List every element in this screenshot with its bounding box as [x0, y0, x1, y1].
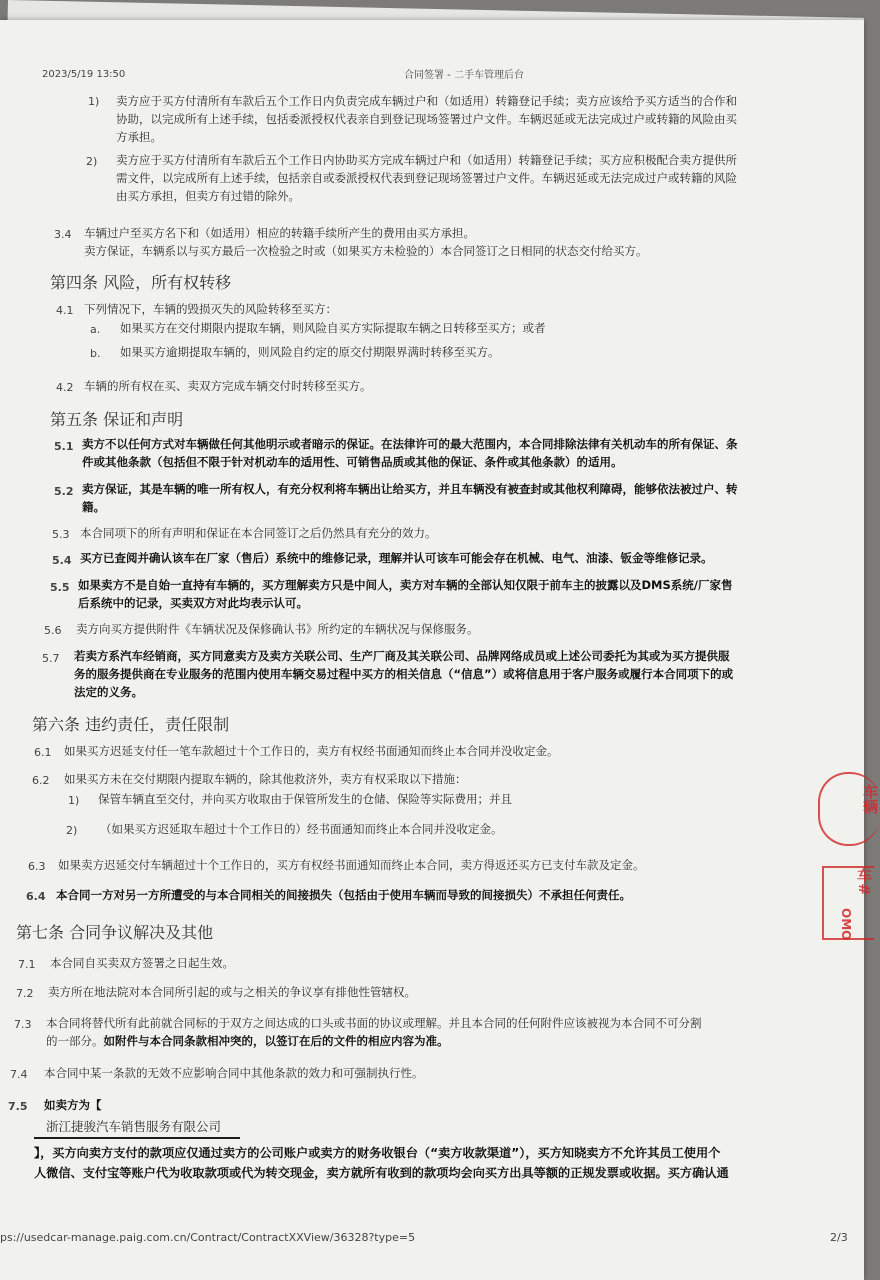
clause-number: 3.4 [54, 228, 72, 241]
page-url: ps://usedcar-manage.paig.com.cn/Contract/ContractXXView/36328?type=5 [0, 1231, 416, 1244]
clause-number: 5.5 [50, 581, 70, 594]
text-line: 车辆的所有权在买、卖双方完成车辆交付时转移至买方。 [84, 379, 372, 393]
clause-number: 5.3 [52, 528, 70, 541]
text-line: 本合同项下的所有声明和保证在本合同签订之后仍然具有充分的效力。 [80, 526, 437, 540]
clause-number: 4.2 [56, 381, 74, 394]
text-line: 如果买方迟延支付任一笔车款超过十个工作日的，卖方有权经书面通知而终止本合同并没收定金。 [64, 744, 559, 758]
clause-number: 6.1 [34, 746, 52, 759]
text-line: 本合同自买卖双方签署之日起生效。 [50, 956, 234, 970]
text-line: 卖方向买方提供附件《车辆状况及保修确认书》所约定的车辆状况与保修服务。 [76, 622, 479, 636]
item-number: 2) [66, 824, 78, 837]
clause-number: 7.5 [8, 1100, 28, 1113]
clause-number: 6.3 [28, 860, 46, 873]
item-number: 2) [86, 155, 98, 168]
clause-number: 5.1 [54, 440, 74, 453]
seal-stamp [832, 908, 856, 948]
clause-number: 6.2 [32, 774, 50, 787]
text-line: 后系统中的记录，买卖双方对此均表示认可。 [78, 596, 308, 610]
company-name: 浙江捷骏汽车销售服务有限公司 [46, 1119, 222, 1134]
document-page [0, 20, 879, 1280]
text-line: 由买方承担，但卖方有过错的除外。 [116, 189, 300, 203]
section-heading: 第七条 合同争议解决及其他 [16, 923, 214, 942]
clause-number: 4.1 [56, 304, 74, 317]
text-line: 卖方所在地法院对本合同所引起的或与之相关的争议享有排他性管辖权。 [48, 985, 416, 999]
text-line: 法定的义务。 [74, 685, 143, 699]
text-line: 下列情况下，车辆的毁损灭失的风险转移至买方： [84, 302, 337, 316]
text-line: 如果买方未在交付期限内提取车辆的，除其他救济外，卖方有权采取以下措施： [64, 772, 467, 786]
clause-number: 5.6 [44, 624, 62, 637]
item-number: a. [90, 323, 101, 336]
text-line: 如果卖方迟延交付车辆超过十个工作日的，买方有权经书面通知而终止本合同，卖方得返还买方已支付车款及定金。 [58, 858, 645, 872]
text-line: 卖方不以任何方式对车辆做任何其他明示或者暗示的保证。在法律许可的最大范围内，本合同排除法律有关机动车的所有保证、条 [82, 437, 738, 451]
clause-number: 5.7 [42, 652, 60, 665]
seal-text: OMO [839, 908, 853, 941]
text-line: 务的服务提供商在专业服务的范围内使用车辆交易过程中买方的相关信息（“信息”）或将信息用于客户服务或履行本合同项下的或 [74, 667, 734, 681]
item-number: b. [90, 347, 101, 360]
seal-text: 车# [855, 868, 873, 896]
section-heading: 第六条 违约责任，责任限制 [32, 715, 230, 734]
text-line: 保管车辆直至交付，并向买方收取由于保管所发生的仓储、保险等实际费用；并且 [98, 792, 512, 806]
text-line [46, 1032, 449, 1050]
text-line: 本合同将替代所有此前就合同标的于双方之间达成的口头或书面的协议或理解。并且本合同的任何附件应该被视为本合同不可分割 [46, 1016, 702, 1030]
text-line: 买方已查阅并确认该车在厂家（售后）系统中的维修记录，理解并认可该车可能会存在机械、电气、油漆、钣金等维修记录。 [80, 551, 713, 565]
print-title: 合同签署 - 二手车管理后台 [404, 70, 524, 81]
clause-number: 7.3 [14, 1018, 32, 1031]
print-datetime: 2023/5/19 13:50 [42, 69, 126, 80]
text-line: 如果买方逾期提取车辆的，则风险自约定的原交付期限界满时转移至买方。 [120, 345, 500, 359]
text-bold: 如附件与本合同条款相冲突的，以签订在后的文件的相应内容为准。 [103, 1034, 449, 1048]
seal-stamp [818, 772, 880, 846]
text-line: 如卖方为【 [44, 1098, 102, 1112]
text-line: 需文件，以完成所有上述手续，包括亲自或委派授权代表到登记现场签署过户文件。车辆迟延或无法完成过户或转籍的风险 [116, 171, 737, 185]
page-number: 2/3 [830, 1231, 848, 1244]
text-line: 】，买方向卖方支付的款项应仅通过卖方的公司账户或卖方的财务收银台（“卖方收款渠道”），买方知晓卖方不允许其员工使用个 [34, 1146, 721, 1160]
section-heading: 第四条 风险，所有权转移 [50, 273, 232, 292]
fill-in-underline [34, 1137, 240, 1139]
item-number: 1) [88, 95, 100, 108]
text-line: 件或其他条款（包括但不限于针对机动车的适用性、可销售品质或其他的保证、条件或其他条款）的适用。 [82, 455, 623, 469]
text-line: 如果买方在交付期限内提取车辆，则风险自买方实际提取车辆之日转移至买方；或者 [120, 321, 546, 335]
text-plain: 的一部分。 [46, 1034, 104, 1048]
section-heading: 第五条 保证和声明 [50, 410, 184, 429]
clause-number: 7.4 [10, 1068, 28, 1081]
text-line: 协助，以完成所有上述手续，包括委派授权代表亲自到登记现场签署过户文件。车辆迟延或无法完成过户或转籍的风险由买 [116, 112, 737, 126]
seal-text: 车辆 [861, 784, 879, 814]
clause-number: 5.4 [52, 554, 72, 567]
clause-number: 7.1 [18, 958, 36, 971]
text-line: 卖方应于买方付清所有车款后五个工作日内协助买方完成车辆过户和（如适用）转籍登记手续；买方应积极配合卖方提供所 [116, 153, 737, 167]
text-line: 车辆过户至买方名下和（如适用）相应的转籍手续所产生的费用由买方承担。 [84, 226, 475, 240]
text-line: 本合同一方对另一方所遭受的与本合同相关的间接损失（包括由于使用车辆而导致的间接损失）不承担任何责任。 [56, 888, 631, 902]
text-line: 籍。 [82, 500, 105, 514]
clause-number: 7.2 [16, 987, 34, 1000]
text-line: 本合同中某一条款的无效不应影响合同中其他条款的效力和可强制执行性。 [44, 1066, 424, 1080]
text-line: 如果卖方不是自始一直持有车辆的，买方理解卖方只是中间人，卖方对车辆的全部认知仅限于前车主的披露以及DMS系统/厂家售 [78, 578, 733, 592]
text-line: （如果买方迟延取车超过十个工作日的）经书面通知而终止本合同并没收定金。 [100, 822, 503, 836]
text-line: 人微信、支付宝等账户代为收取款项或代为转交现金，卖方就所有收到的款项均会向买方出具等额的正规发票或收据。买方确认通 [34, 1166, 729, 1180]
text-line: 卖方保证，其是车辆的唯一所有权人，有充分权利将车辆出让给买方，并且车辆没有被查封或其他权利障碍，能够依法被过户、转 [82, 482, 738, 496]
clause-number: 5.2 [54, 485, 74, 498]
item-number: 1) [68, 794, 80, 807]
text-line: 卖方应于买方付清所有车款后五个工作日内负责完成车辆过户和（如适用）转籍登记手续；卖方应该给予买方适当的合作和 [116, 94, 737, 108]
clause-number: 6.4 [26, 890, 46, 903]
text-line: 若卖方系汽车经销商，买方同意卖方及卖方关联公司、生产厂商及其关联公司、品牌网络成员或上述公司委托为其或为买方提供服 [74, 649, 730, 663]
text-line: 方承担。 [116, 130, 162, 144]
text-line: 卖方保证，车辆系以与买方最后一次检验之时或（如果买方未检验的）本合同签订之日相同的状态交付给买方。 [84, 244, 648, 258]
